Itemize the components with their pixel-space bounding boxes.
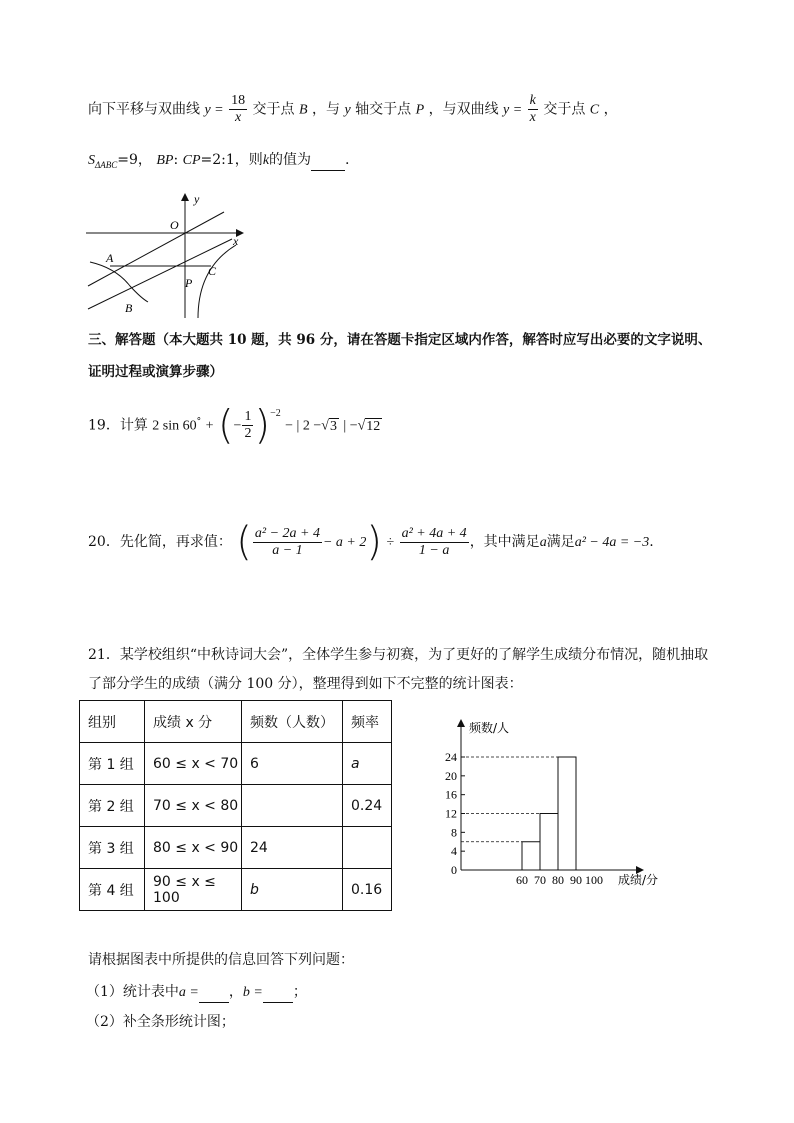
table-cell: 第 4 组 (80, 869, 145, 911)
p18-colon: : (173, 152, 183, 168)
q21-answer-a-blank[interactable] (199, 982, 229, 1003)
q19-sqrt3: 3 (329, 418, 337, 434)
frac-denominator: x (529, 110, 536, 125)
y-tick-label: 24 (445, 750, 457, 764)
fig-label-c: C (208, 264, 217, 278)
y-tick-label: 12 (445, 806, 457, 821)
p18-point-c: C (589, 102, 600, 118)
table-header-cell: 频数（人数） (242, 701, 343, 743)
frac-denominator: 1 − a (418, 542, 450, 558)
q19-sqrt-sign-2: √ (357, 418, 366, 434)
q19-degree: ° (196, 417, 202, 427)
p18-axis-y: y (344, 102, 351, 118)
section3-title-line2: 证明过程或演算步骤） (88, 364, 223, 380)
q19-frac-half (242, 409, 253, 442)
p18-l2-end: . (345, 152, 350, 168)
q21-sub2: （2）补全条形统计图； (86, 1014, 235, 1030)
q20-tail-a: ，其中满足 (469, 534, 540, 550)
histogram-chart (425, 712, 675, 892)
q19-abs-end: | − (343, 418, 358, 434)
q20-var-a: a (539, 535, 547, 550)
fig-label-o: O (170, 218, 179, 232)
fig-label-p: P (185, 276, 193, 290)
frac-numerator: a² + 4a + 4 (401, 525, 467, 541)
p18-text-b: 交于点 (252, 101, 295, 118)
q21-line2: 了部分学生的成绩（满分 100 分），整理得到如下不完整的统计图表： (88, 676, 523, 692)
p18-frac-k-over-x (528, 93, 538, 126)
table-row (80, 869, 392, 911)
section3-title-line1: 三、解答题（本大题共 10 题，共 96 分，请在答题卡指定区域内作答，解答时应写出必要的文字说明、 (88, 332, 712, 348)
question-20 (88, 520, 654, 565)
frac-numerator: a² − 2a + 4 (254, 525, 320, 541)
bar (522, 842, 540, 870)
q19-sqrt-sign-1: √ (321, 418, 329, 434)
q20-frac-2 (400, 526, 469, 559)
y-tick-label: 16 (445, 787, 457, 802)
q21-sub1-b: ， (228, 984, 243, 1000)
x-axis-label: 成绩/分 (618, 873, 659, 887)
frac-denominator: 2 (244, 426, 252, 442)
p18-area-sub: ΔABC (95, 159, 118, 170)
problem18-line2 (88, 150, 349, 175)
x-tick-label: 70 (534, 873, 546, 887)
x-tick-label: 80 (552, 873, 564, 887)
p18-l2-e: =2:1，则 (200, 152, 263, 168)
p18-text-e: ，与双曲线 (428, 101, 499, 118)
y-tick-label: 0 (451, 863, 457, 877)
y-tick-label: 8 (451, 825, 457, 840)
table-cell (343, 827, 392, 869)
q19-minus: − (233, 418, 242, 434)
table-cell: 6 (242, 743, 343, 785)
frac-numerator: 18 (231, 93, 246, 108)
p18-text-end: ， (603, 101, 618, 118)
p18-l2-a: =9， (117, 152, 152, 168)
q21-answer-b-blank[interactable] (263, 982, 293, 1003)
p18-text-d: 轴交于点 (355, 101, 412, 118)
p18-bp: BP (156, 153, 174, 168)
p18-y-eq-1: y = (204, 102, 224, 118)
q20-right-paren: ) (366, 519, 382, 565)
q19-label: 19．计算 (88, 417, 148, 434)
q21-sub1-av: a = (178, 985, 199, 1000)
table-header-row (80, 701, 392, 743)
p18-text-f: 交于点 (543, 101, 586, 118)
q20-label: 20．先化简，再求值： (88, 534, 232, 550)
table-cell: 80 ≤ x < 90 (145, 827, 242, 869)
right-hyperbola-branch (198, 245, 236, 318)
q19-abs-part: − | 2 − (285, 418, 322, 434)
fig-label-a: A (106, 251, 114, 265)
q19-sin-term: 2 sin 60 (152, 418, 197, 434)
table-cell: 90 ≤ x ≤ 100 (145, 869, 242, 911)
table-row (80, 785, 392, 827)
p18-y-eq-2: y = (503, 102, 523, 118)
q21-prompt: 请根据图表中所提供的信息回答下列问题： (88, 952, 354, 968)
table-cell: 第 2 组 (80, 785, 145, 827)
table-header-cell: 频率 (343, 701, 392, 743)
q19-plus: + (205, 418, 214, 434)
p18-text-c: ，与 (312, 101, 340, 118)
bar (558, 757, 576, 870)
table-cell: a (343, 743, 392, 785)
p18-frac-18-over-x (229, 93, 247, 126)
q20-frac-1 (253, 526, 322, 559)
table-header-cell: 组别 (80, 701, 145, 743)
table-cell: b (242, 869, 343, 911)
q19-right-paren: ) (254, 402, 271, 449)
frac-denominator: a − 1 (272, 542, 303, 558)
q20-mid: − a + 2 (322, 535, 367, 550)
q19-sqrt12: 12 (366, 418, 381, 434)
q20-left-paren: ( (236, 519, 252, 565)
p18-point-b: B (298, 102, 308, 118)
y-tick-label: 4 (451, 844, 457, 859)
table-cell: 70 ≤ x < 80 (145, 785, 242, 827)
table-cell: 24 (242, 827, 343, 869)
table-row (80, 743, 392, 785)
q19-left-paren: ( (217, 402, 234, 449)
p18-k: k (262, 153, 270, 168)
fig-label-x: x (233, 234, 239, 248)
table-cell: 60 ≤ x < 70 (145, 743, 242, 785)
problem18-line1 (88, 93, 618, 126)
q21-sub1-a: （1）统计表中 (86, 984, 179, 1000)
q21-sub1-end: ； (292, 984, 307, 1000)
p18-area-s: S (88, 153, 95, 168)
table-cell: 0.16 (343, 869, 392, 911)
question-19 (88, 402, 382, 447)
p18-cp: CP (182, 153, 201, 168)
q20-tail-end: . (649, 534, 654, 550)
q20-condition: a² − 4a = −3 (574, 535, 650, 550)
q21-line1: 21．某学校组织“中秋诗词大会”，全体学生参与初赛，为了更好的了解学生成绩分布情况，随机抽取 (88, 647, 709, 663)
y-tick-label: 20 (445, 768, 457, 783)
table-row (80, 827, 392, 869)
q21-sub1-bv: b = (242, 985, 263, 1000)
fig-label-b: B (125, 301, 133, 315)
q20-div: ÷ (386, 535, 395, 550)
table-cell: 第 3 组 (80, 827, 145, 869)
bar (540, 814, 558, 871)
x-tick-label: 60 (516, 873, 528, 887)
frac-denominator: x (234, 110, 242, 125)
frequency-table (79, 700, 392, 911)
frac-numerator: k (529, 93, 536, 108)
x-tick-label: 90 (570, 873, 582, 887)
table-header-cell: 成绩 x 分 (145, 701, 242, 743)
q19-exponent: −2 (270, 408, 281, 419)
fig-label-y: y (194, 192, 200, 206)
frac-numerator: 1 (244, 409, 252, 425)
p18-text-a: 向下平移与双曲线 (88, 101, 200, 118)
upper-line (88, 212, 224, 286)
hyperbola-figure (86, 190, 256, 320)
table-cell: 0.24 (343, 785, 392, 827)
table-cell: 第 1 组 (80, 743, 145, 785)
q21-sub1 (86, 982, 307, 1003)
left-hyperbola-branch (90, 262, 148, 302)
x-tick-label: 100 (585, 873, 603, 887)
p18-answer-blank[interactable] (311, 150, 345, 171)
p18-point-p: P (415, 102, 425, 118)
q20-tail-b: 满足 (546, 534, 575, 550)
p18-l2-f: 的值为 (269, 152, 312, 168)
table-cell (242, 785, 343, 827)
y-axis-label: 频数/人 (469, 721, 510, 735)
